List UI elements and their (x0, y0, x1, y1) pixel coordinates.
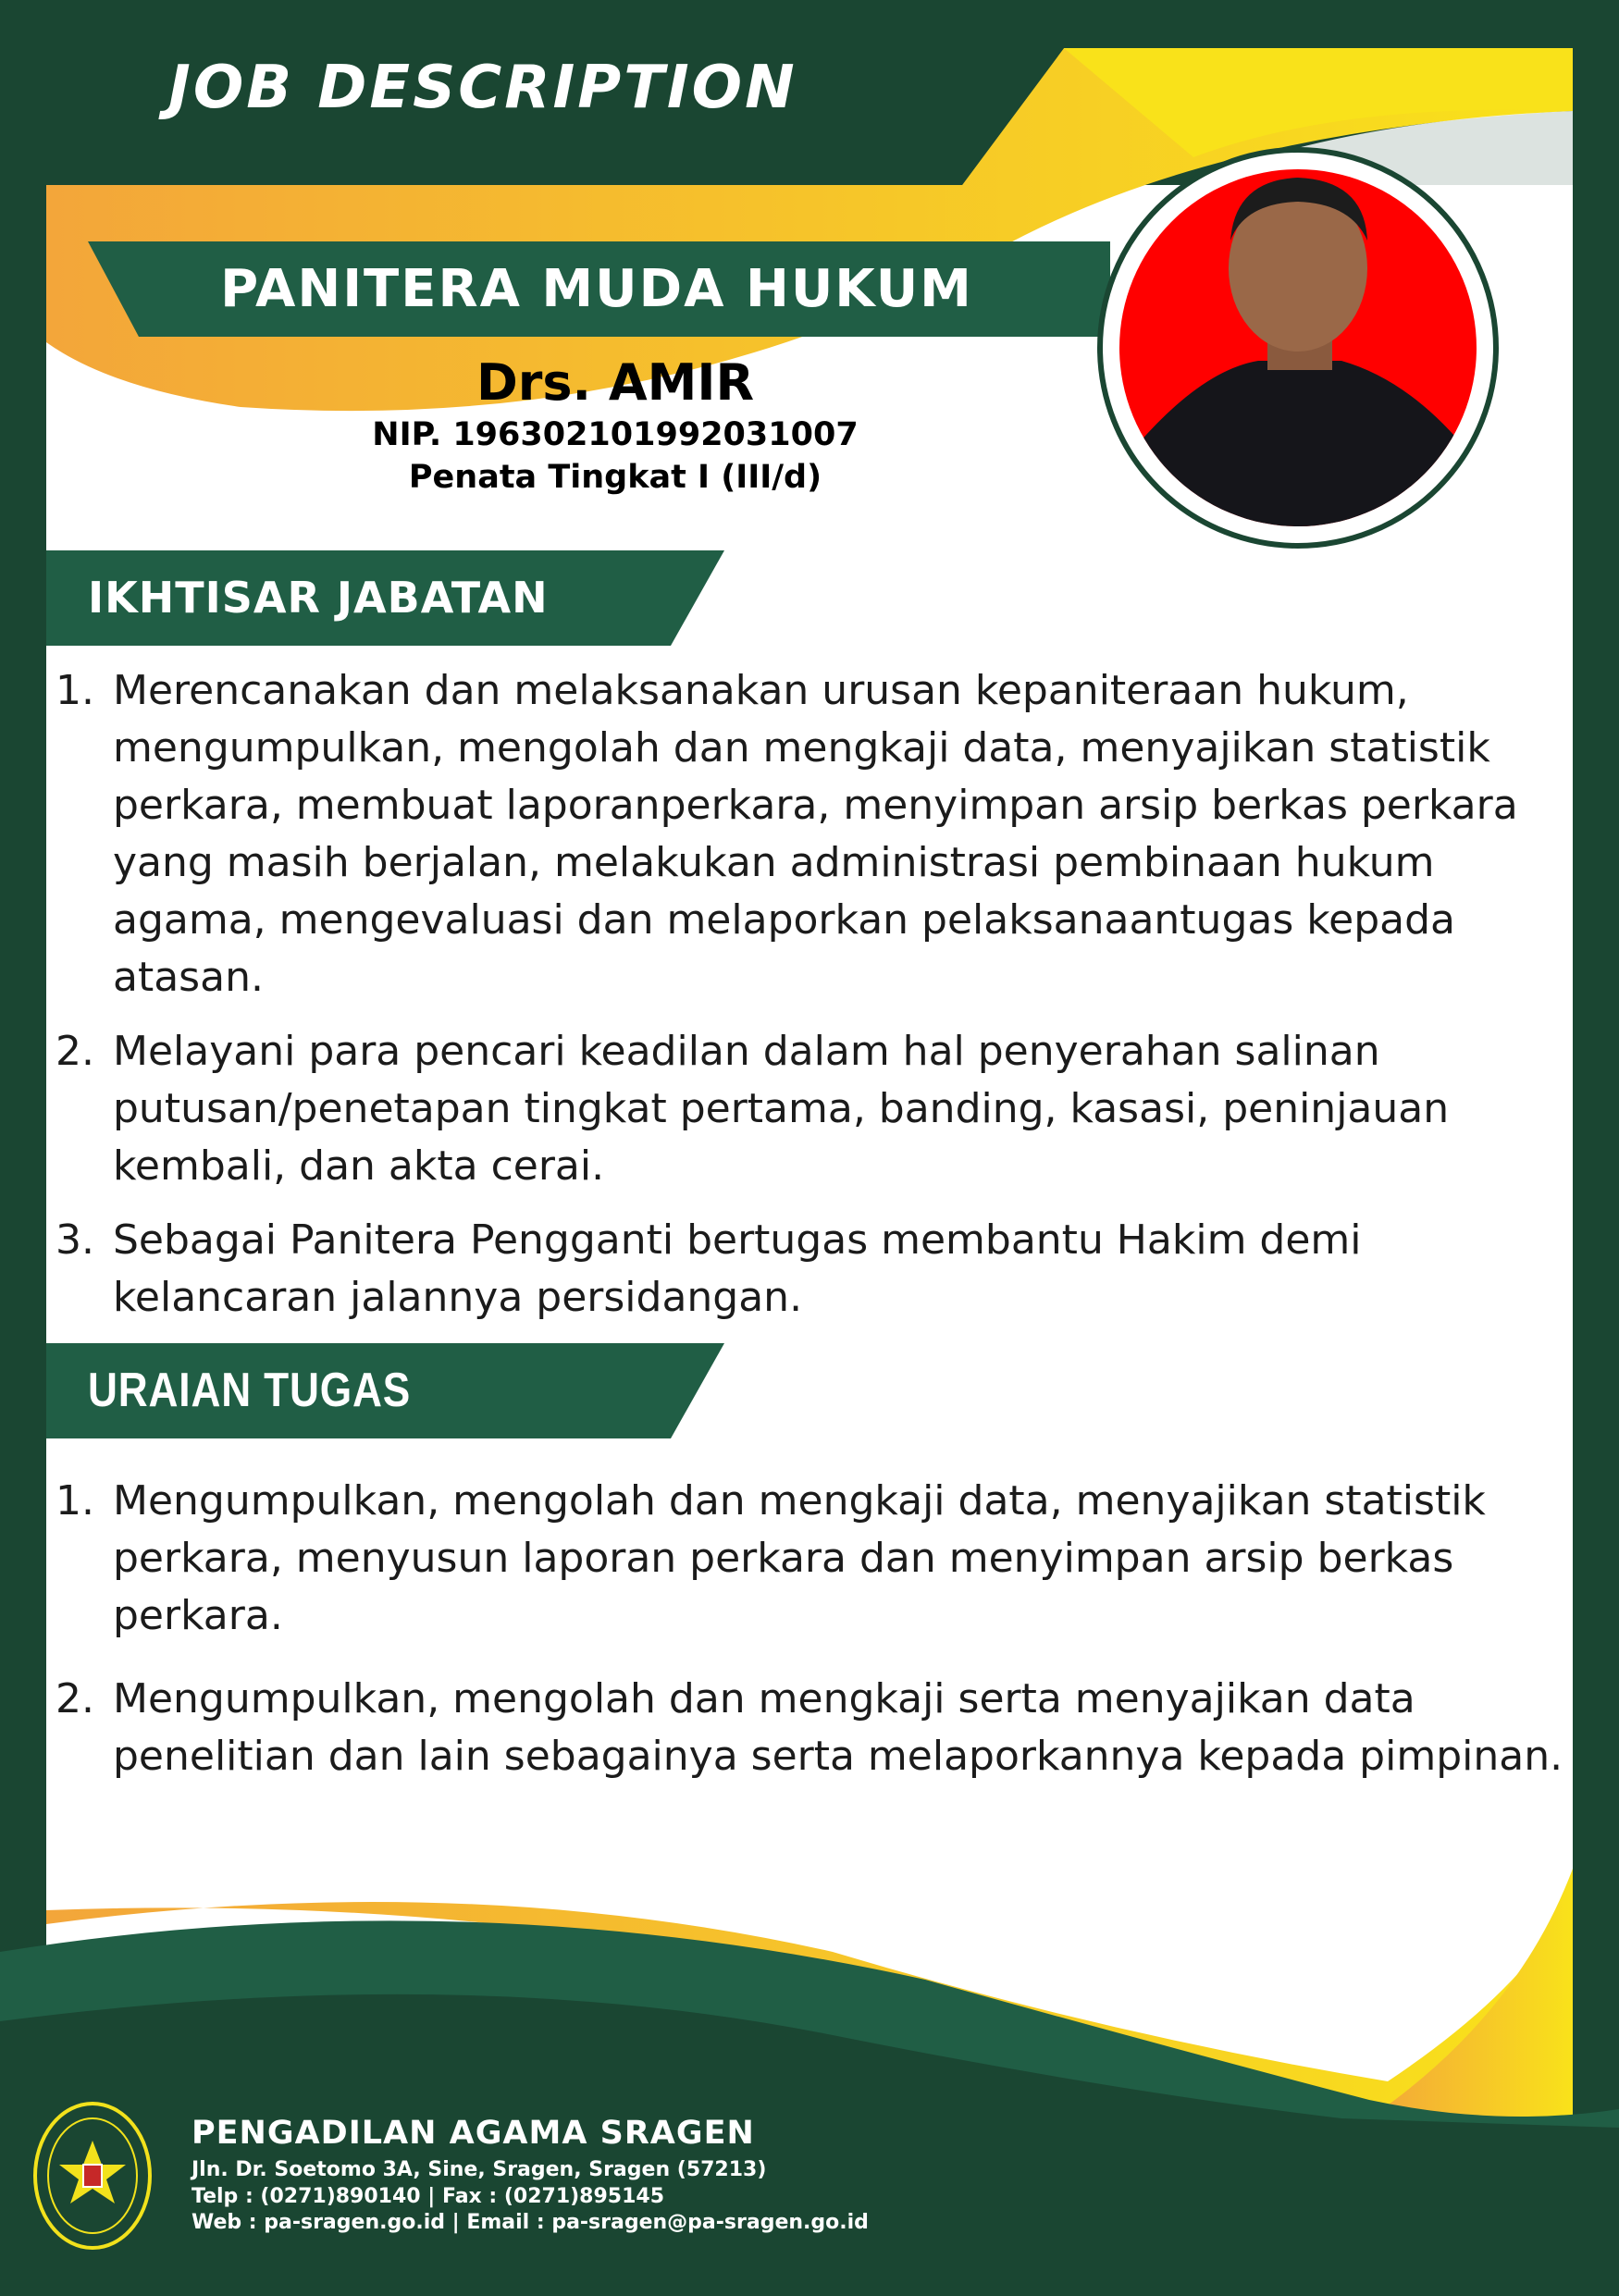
document-title: JOB DESCRIPTION (168, 54, 797, 122)
uraian-list (56, 1473, 1573, 1811)
item-text: Mengumpulkan, mengolah dan mengkaji data, menyajikan statistik perkara, menyusun laporan perkara dan menyimpan arsip berkas perkara. (113, 1477, 1486, 1639)
item-number: 1. (56, 667, 94, 714)
item-text: Sebagai Panitera Pengganti bertugas membantu Hakim demi kelancaran jalannya persidangan. (113, 1216, 1362, 1321)
org-address: Jln. Dr. Soetomo 3A, Sine, Sragen, Sragen (57213) (192, 2158, 767, 2181)
employee-name: Drs. AMIR (476, 353, 755, 412)
employee-rank: Penata Tingkat I (III/d) (408, 459, 822, 496)
item-number: 1. (56, 1477, 94, 1524)
org-name: PENGADILAN AGAMA SRAGEN (192, 2115, 755, 2152)
org-web-email: Web : pa-sragen.go.id | Email : pa-sragen@pa-sragen.go.id (192, 2211, 869, 2234)
section-title-uraian: URAIAN TUGAS (88, 1364, 412, 1417)
list-item (56, 662, 1573, 1006)
item-number: 2. (56, 1028, 94, 1075)
section-title-ikhtisar: IKHTISAR JABATAN (88, 573, 549, 623)
item-number: 3. (56, 1216, 94, 1264)
list-item (56, 1671, 1573, 1785)
org-phone: Telp : (0271)890140 | Fax : (0271)895145 (192, 2185, 665, 2208)
list-item (56, 1023, 1573, 1195)
employee-nip: NIP. 196302101992031007 (372, 416, 859, 453)
list-item (56, 1473, 1573, 1645)
item-text: Merencanakan dan melaksanakan urusan kepaniteraan hukum, mengumpulkan, mengolah dan mengkaji data, menyajikan statistik perkara, membuat laporanperkara, menyimpan arsip berkas perkara yang masih berjalan, melakukan administrasi pembinaan hukum agama, mengevaluasi dan melaporkan pelaksanaantugas kepada atasan. (113, 667, 1518, 1001)
item-text: Mengumpulkan, mengolah dan mengkaji serta menyajikan data penelitian dan lain sebagainya serta melaporkannya kepada pimpinan. (113, 1675, 1563, 1780)
item-number: 2. (56, 1675, 94, 1722)
list-item (56, 1212, 1573, 1327)
ikhtisar-list (56, 662, 1573, 1343)
court-logo (35, 2104, 150, 2248)
item-text: Melayani para pencari keadilan dalam hal penyerahan salinan putusan/penetapan tingkat pertama, banding, kasasi, peninjauan kembali, dan akta cerai. (113, 1028, 1450, 1190)
position-title: PANITERA MUDA HUKUM (220, 259, 973, 319)
